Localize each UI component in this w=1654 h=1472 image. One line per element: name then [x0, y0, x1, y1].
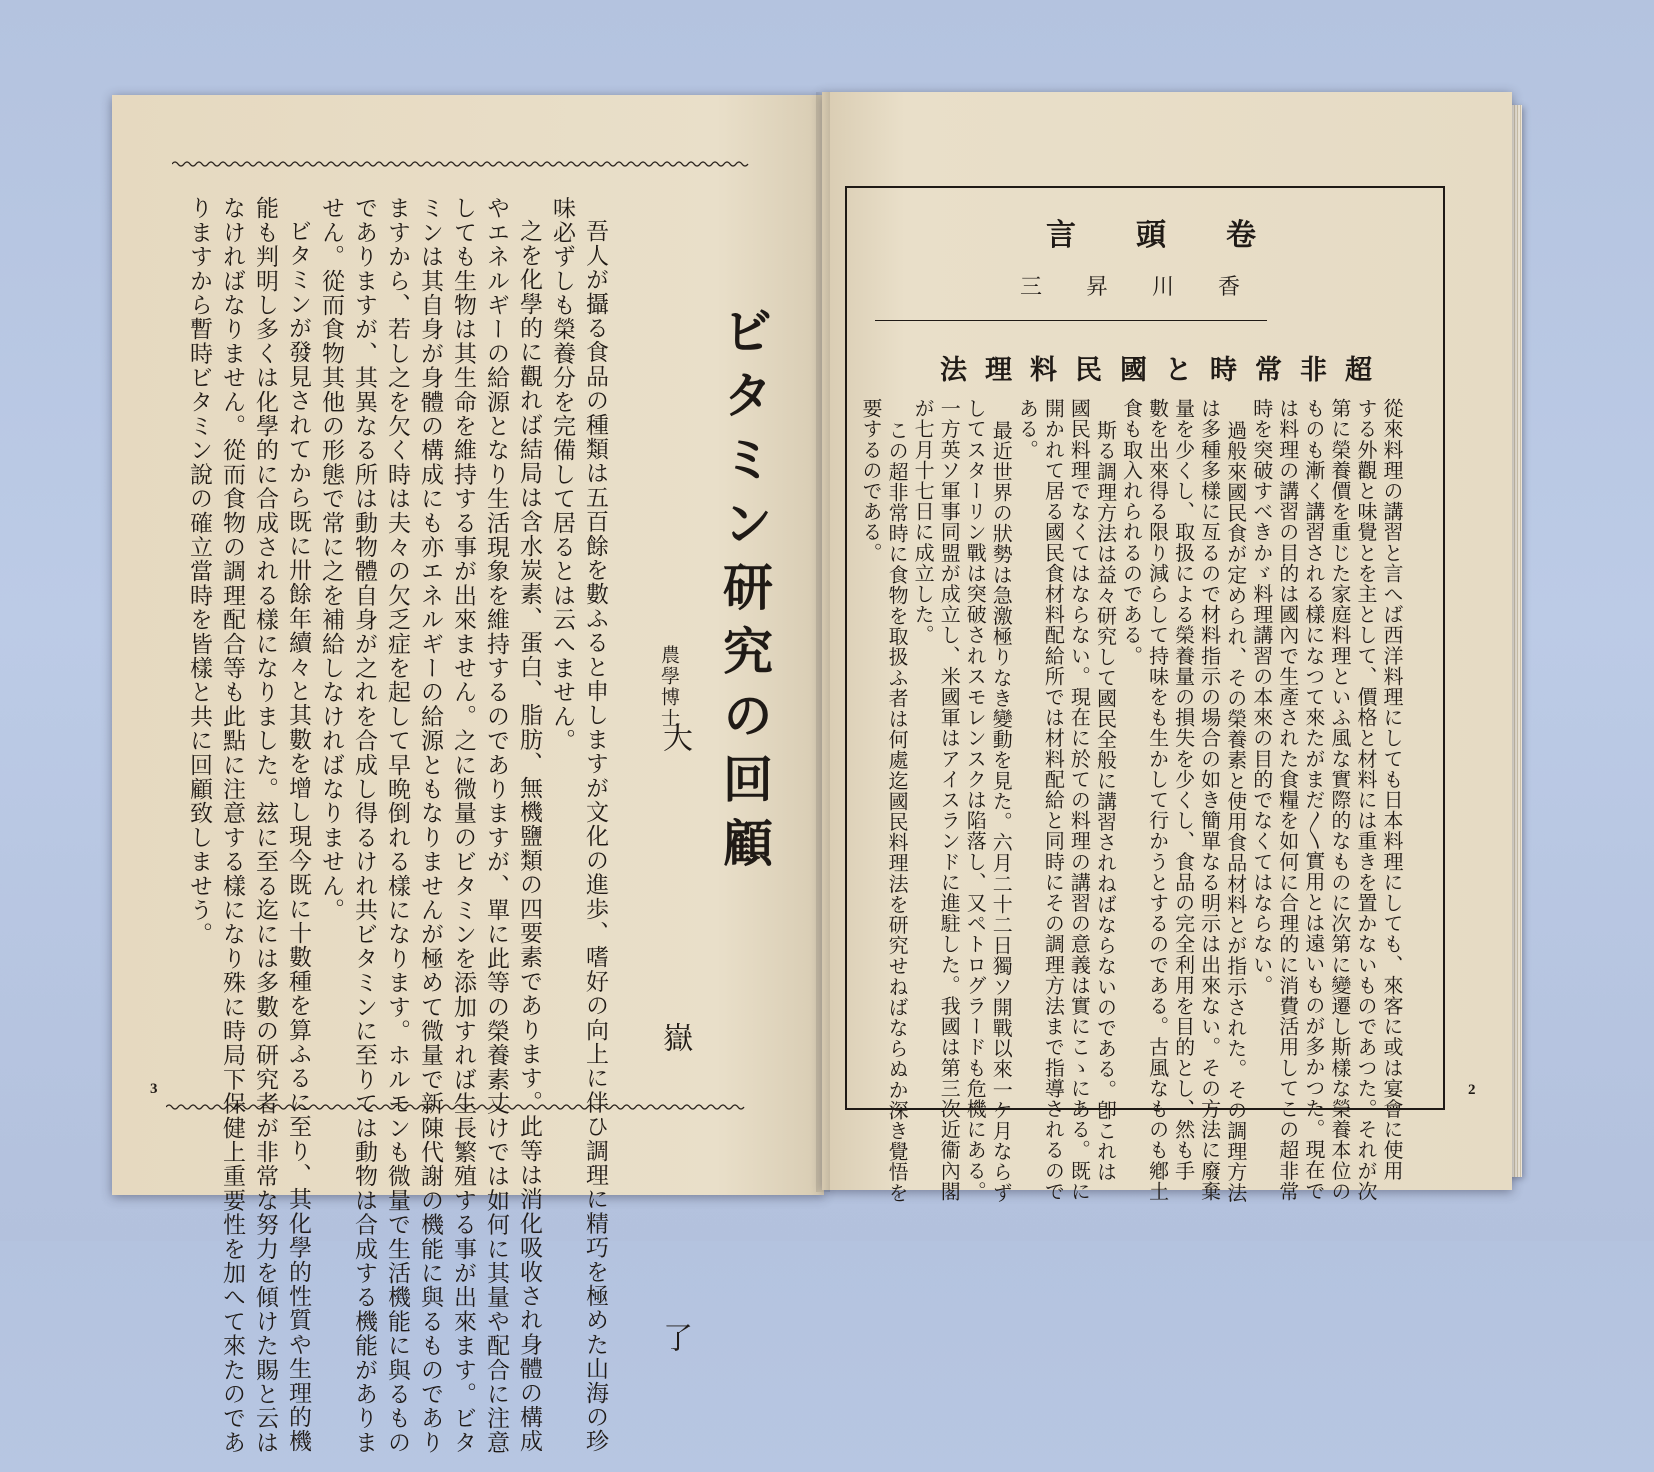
- body-line: する外觀と味覺とを主として、價格と材料には重きを置かないものであつた。それが次: [1353, 398, 1378, 1202]
- body-line: が七月十七日に成立した。: [911, 398, 936, 646]
- body-line: 量を少くし、取扱による榮養量の損失を少くし、食品の完全利用を目的とし、然も手: [1171, 398, 1196, 1181]
- book-spine: [816, 92, 830, 1192]
- body-line: ビタミンが發見されてから既に卅餘年續々と其數を增し現今既に十數種を算ふるに至り、其化學的性質や生理的機: [285, 219, 311, 1454]
- editorial-subtitle: 超非常時と國民料理法: [940, 355, 1390, 386]
- body-line: は多種多樣に亙るので材料指示の場合の如き簡單なる明示は出來ない。その方法に廢棄: [1197, 398, 1222, 1202]
- body-line: 時を突破すべきかゞ料理講習の本來の目的でなくてはならない。: [1249, 398, 1274, 996]
- body-line: 最近世界の狀勢は急激極りなき變動を見た。六月二十二日獨ソ開戰以來一ケ月ならず: [989, 420, 1014, 1203]
- body-line: 從來料理の講習と言へば西洋料理にしても日本料理にしても、來客に或は宴會に使用: [1379, 398, 1404, 1181]
- body-line: せん。從而食物其他の形態で常に之を補給しなければなりません。: [318, 196, 344, 922]
- body-line: なければなりません。從而食物の調理配合等も此點に注意する樣になり殊に時局下保健上重要性を加へて來たのであ: [219, 196, 245, 1455]
- page-number-left: 3: [150, 1081, 158, 1097]
- body-line: この超非常時に食物を取扱ふ者は何處迄國民料理法を研究せねばならぬか深き覺悟を: [885, 420, 910, 1203]
- body-line: ある。: [1015, 398, 1040, 460]
- body-line: 吾人が攝る食品の種類は五百餘を數ふると申しますが文化の進歩、嗜好の向上に伴ひ調理に精巧を極めた山海の珍: [582, 219, 608, 1454]
- body-line: 味必ずしも榮養分を完備して居るとは云へません。: [549, 196, 575, 753]
- article-title: ビタミン研究の回顧: [715, 305, 774, 881]
- body-line: しても生物は其生命を維持する事が出來ません。之に微量のビタミンを添加すれば生長繁殖する事が出來ます。ビタ: [450, 196, 476, 1455]
- body-line: ますから、若し之を欠く時は夫々の欠乏症を起して早晩倒れる樣になります。ホルモンも微量で生活機能に與るもの: [384, 196, 410, 1455]
- body-line: やエネルギーの給源となり生活現象を維持するのでありますが、單に此等の榮養素丈けでは如何に其量や配合に注意: [483, 196, 509, 1455]
- page-number-right: 2: [1468, 1082, 1476, 1098]
- body-line: 開かれて居る國民食材料配給所では材料配給と同時にその調理方法まで指導されるので: [1041, 398, 1066, 1202]
- body-line: りますから暫時ビタミン說の確立當時を皆樣と共に回顧致しませう。: [186, 196, 212, 947]
- body-line: でありますが、其異なる所は動物體自身が之れを合成し得るけれ共ビタミンに至りては動物は合成する機能がありま: [351, 196, 377, 1455]
- heading-rule: [875, 320, 1267, 321]
- editorial-heading: 卷 頭 言: [1046, 218, 1256, 253]
- body-line: は料理の講習の目的は國內で生產された食糧を如何に合理的に消費活用してこの超非常: [1275, 398, 1300, 1202]
- body-line: 過般來國民食が定められ、その榮養素と使用食品材料とが指示された。その調理方法: [1223, 420, 1248, 1203]
- body-line: 數を出來得る限り減らして持味をも生かして行かうとするのである。古風なものも鄕土: [1145, 398, 1170, 1202]
- body-line: してスターリン戰は突破されスモレンスクは陷落し、又ペトログラードも危機にある。: [963, 398, 988, 1202]
- body-line: 斯る調理方法は益々研究して國民全般に講習されねばならないのである。卽これは: [1093, 420, 1118, 1183]
- top-wavy-rule: [172, 160, 750, 168]
- body-line: 能も判明し多くは化學的に合成される樣になりました。玆に至る迄には多數の研究者が非常な努力を傾けた賜と云は: [252, 196, 278, 1455]
- body-line: 一方英ソ軍事同盟が成立し、米國軍はアイスランドに進駐した。我國は第三次近衞內閣: [937, 398, 962, 1202]
- editorial-author: 香 川 昇 三: [1020, 275, 1241, 300]
- body-line: 要するのである。: [859, 398, 884, 563]
- body-line: 國民料理でなくてはならない。現在に於ての料理の講習の意義は實にこゝにある。既に: [1067, 398, 1092, 1202]
- author-affiliation: 農學博士: [658, 645, 680, 729]
- body-line: 之を化學的に觀れば結局は含水炭素、蛋白、脂肪、無機鹽類の四要素であります。此等は消化吸收され身體の構成: [516, 219, 542, 1454]
- body-line: ミンは其自身が身體の構成にも亦エネルギーの給源ともなりませんが極めて微量で新陳代謝の機能に與るものであり: [417, 196, 443, 1455]
- author-name: 大 嶽 了: [657, 722, 692, 1472]
- body-line: ものも漸く講習される樣になつて來たがまだ〳〵實用とは遠いものが多かつた。現在で: [1301, 398, 1326, 1201]
- body-line: 食も取入れられるのである。: [1119, 398, 1144, 666]
- body-line: 第に榮養價を重じた家庭料理といふ風な實際的なものに次第に變遷し斯樣な榮養本位の: [1327, 398, 1352, 1202]
